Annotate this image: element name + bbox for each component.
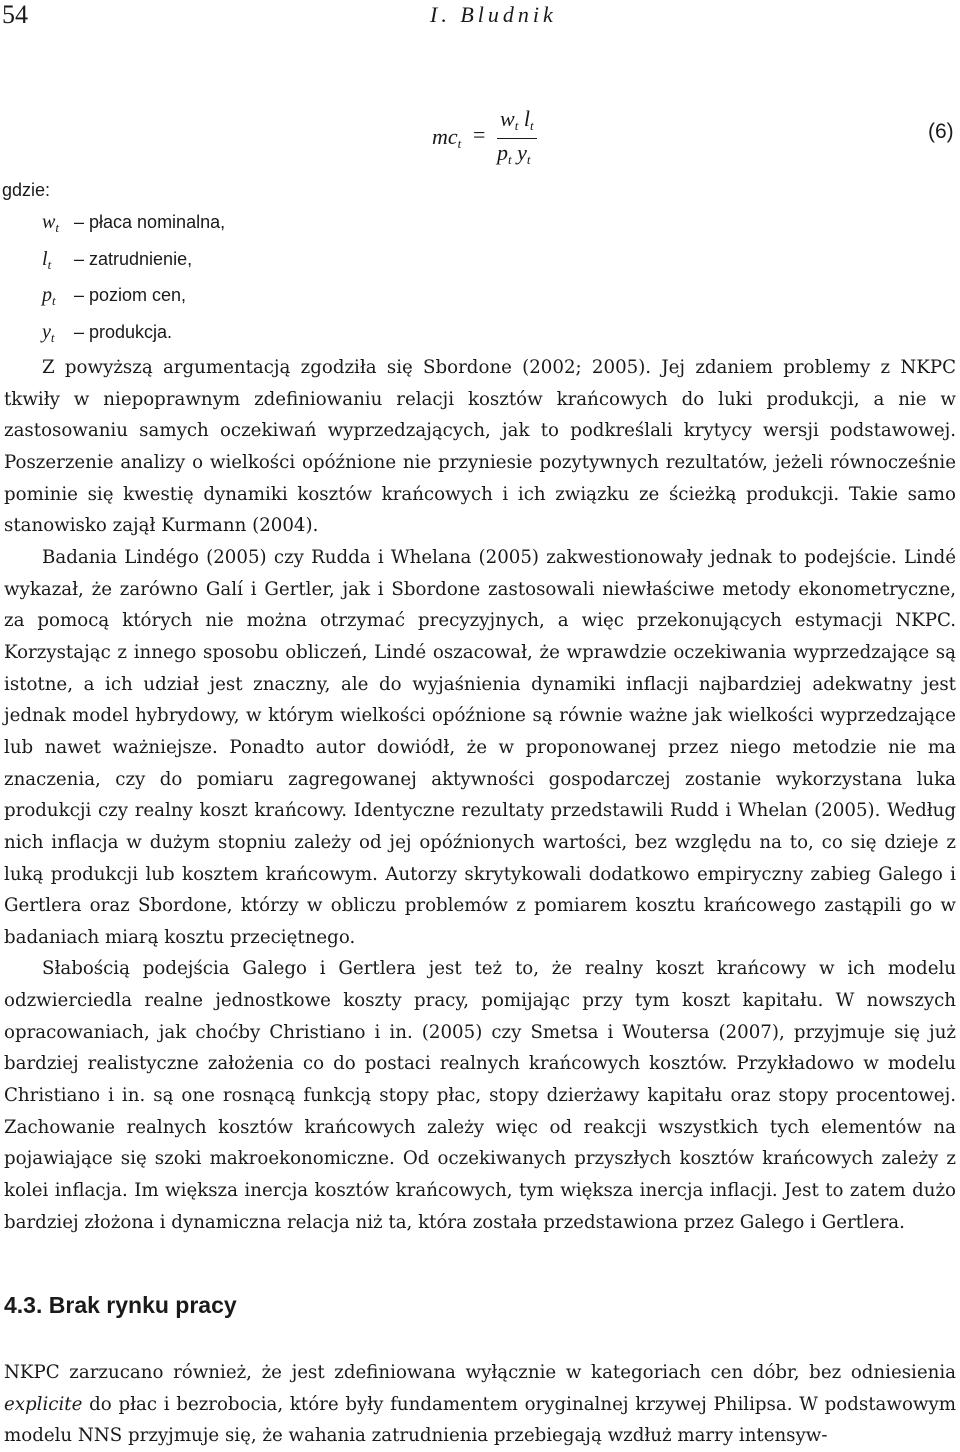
running-header-author: I. Bludnik — [430, 2, 557, 27]
definition-item: $w_t$ – płaca nominalna, — [42, 211, 226, 235]
definitions-intro: gdzie: — [2, 180, 51, 200]
paragraph: Słabością podejścia Galego i Gertlera jest też to, że realny koszt krańcowy w ich modelu odzwierciedla realne jednostkowe koszty pracy, pomijając przy tym koszt kapitału. W nowszych opracowaniach, jak choćby Christiano i in. (2005) czy Smetsa i Woutersa (2007), przyjmuje się już bardziej realistyczne założenia co do postaci realnych krańcowych kosztów. Przykładowo w modelu Christiano i in. są one rosnącą funkcją stopy płac, stopy dzierżawy kapitału oraz stopy procentowej. Zachowanie realnych kosztów krańcowych zależy więc od reakcji wszystkich tych elementów na pojawiające się szoki makroekonomiczne. Od oczekiwanych przyszłych kosztów krańcowych zależy z kolei inflacja. Im większa inercja kosztów krańcowych, tym większa inercja inflacji. Jest to zatem dużo bardziej złożona i dynamiczna relacja niż ta, która została przedstawiona przez Galego i Gertlera. — [4, 958, 956, 1233]
equation-equals: = — [473, 122, 486, 147]
definition-item: $p_t$ – poziom cen, — [42, 284, 187, 308]
body-text — [4, 352, 956, 1238]
paragraph: NKPC zarzucano również, że jest zdefiniowana wyłącznie w kategoriach cen dóbr, bez odniesienia explicite do płac i bezrobocia, które były fundamentem oryginalnej krzywej Philipsa. W podstawowym modelu NNS przyjmuje się, że wahania zatrudnienia przebiegają wzdłuż marry intensyw- — [4, 1362, 956, 1447]
definition-item: $l_t$ – zatrudnienie, — [42, 247, 193, 272]
section-heading: 4.3. Brak rynku pracy — [4, 1292, 237, 1318]
definitions-list — [42, 207, 225, 353]
page-number: 54 — [2, 0, 28, 29]
equation-numerator: $w_t$ $l_t$ — [500, 106, 534, 133]
paragraph: Badania Lindégo (2005) czy Rudda i Whelana (2005) zakwestionowały jednak to podejście. Lindé wykazał, że zarówno Galí i Gertler, jak i Sbordone zastosowali niewłaściwe metody ekonometryczne, za pomocą których nie można otrzymać precyzyjnych, a więc przekonujących estymacji NKPC. Korzystając z innego sposobu obliczeń, Lindé oszacował, że wprawdzie oczekiwania wyprzedzające są istotne, a ich udział jest znaczny, ale do wyjaśnienia dynamiki inflacji najbardziej adekwatny jest jednak model hybrydowy, w którym wielkości opóźnione są równie ważne jak wielkości wyprzedzające lub nawet ważniejsze. Ponadto autor dowiódł, że w proponowanej przez niego metodzie nie ma znaczenia, czy do pomiaru zagregowanej aktywności gospodarczej zostanie wykorzystana luka produkcji czy realny koszt krańcowy. Identyczne rezultaty przedstawili Rudd i Whelan (2005). Według nich inflacja w dużym stopniu zależy od jej opóźnionych wartości, bez względu na to, co się dzieje z luką produkcji lub kosztem krańcowym. Autorzy skrytykowali dodatkowo empiryczny zabieg Galego i Gertlera oraz Sbordone, którzy w obliczu problemów z pomiarem kosztu krańcowego zastąpili go w badaniach miarą kosztu przeciętnego. — [4, 546, 956, 948]
equation-number: (6) — [928, 120, 954, 143]
paragraph: Z powyższą argumentacją zgodziła się Sbordone (2002; 2005). Jej zdaniem problemy z NKPC tkwiły w niepoprawnym zdefiniowaniu relacji kosztów krańcowych do luki produkcji, a nie w zastosowaniu samych oczekiwań wyprzedzających, jak to podkreślali krytycy wersji podstawowej. Poszerzenie analizy o wielkości opóźnione nie przyniesie pozytywnych rezultatów, jeżeli równocześnie pominie się kwestię dynamiki kosztów krańcowych i ich związku ze ścieżką produkcji. Takie samo stanowisko zajął Kurmann (2004). — [4, 357, 956, 537]
section-body — [4, 1357, 956, 1452]
equation-denominator: $p_t$ $y_t$ — [497, 140, 531, 167]
definition-item: $y_t$ – produkcja. — [42, 320, 173, 345]
fraction-bar — [497, 138, 537, 139]
equation-lhs: $mc_t$ — [432, 124, 462, 151]
